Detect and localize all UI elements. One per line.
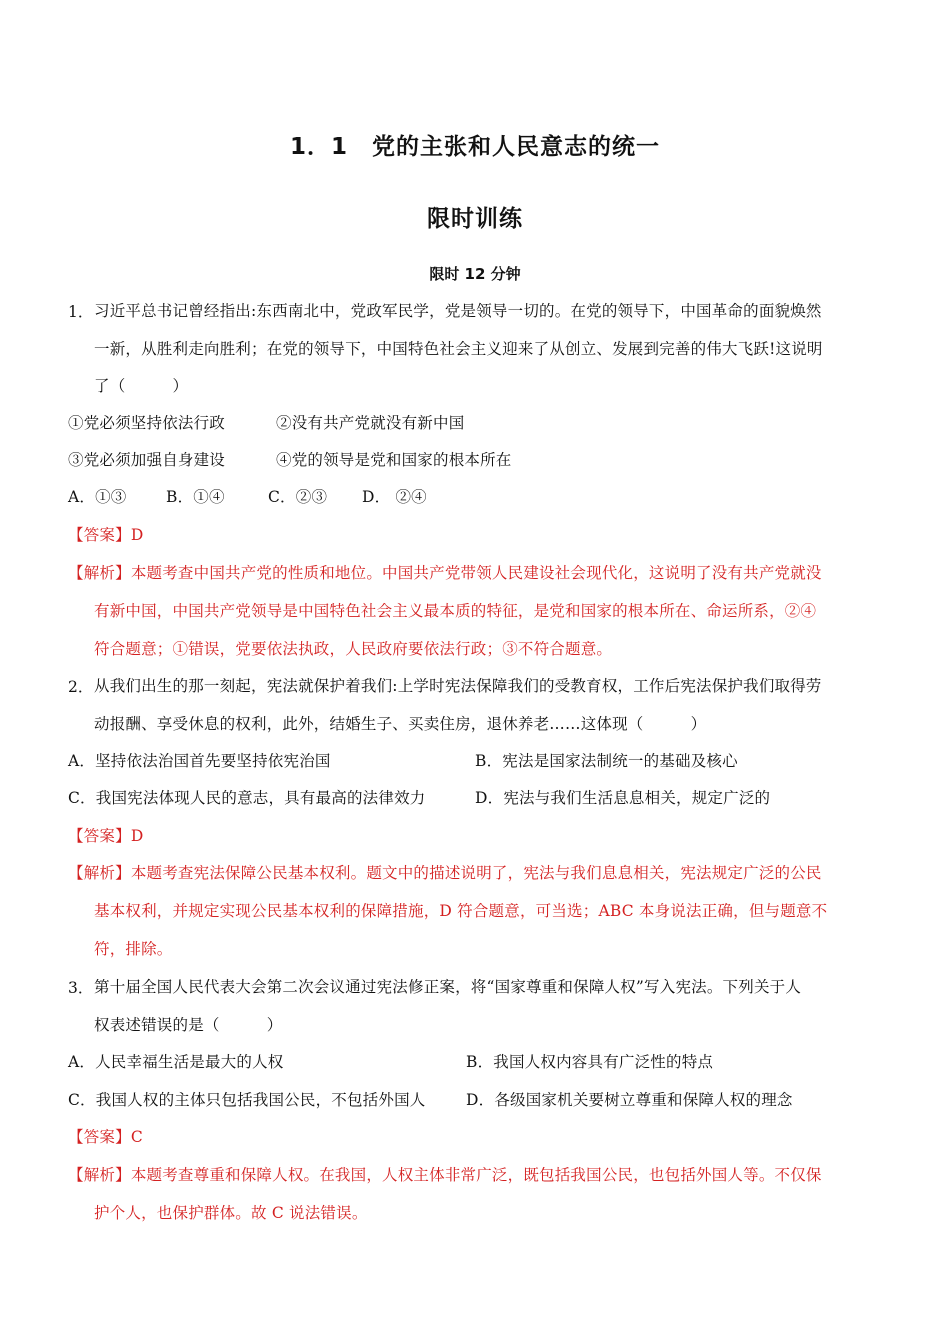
option-text: 我国人权内容具有广泛性的特点 (493, 1053, 714, 1071)
q3-stem-line: 第十届全国人民代表大会第二次会议通过宪法修正案，将“国家尊重和保障人权”写入宪法。下列关于人 (94, 978, 802, 996)
q3-analysis (68, 1164, 822, 1186)
option-text: 各级国家机关要树立尊重和保障人权的理念 (494, 1091, 793, 1109)
q1-option-a: A．①③ (68, 488, 127, 506)
option-text: 我国人权的主体只包括我国公民，不包括外国人 (95, 1091, 426, 1109)
analysis-line: 本题考查中国共产党的性质和地位。中国共产党带领人民建设社会现代化，这说明了没有共产党就没 (130, 564, 822, 582)
analysis-tag: 【解析】 (68, 864, 131, 882)
option-letter: C． (68, 1091, 96, 1109)
answer-tag: 【答案】 (68, 526, 131, 544)
analysis-line: 基本权利，并规定实现公民基本权利的保障措施，D 符合题意，可当选；ABC 本身说法正确，但与题意不 (94, 902, 828, 920)
answer-tag: 【答案】 (68, 827, 131, 845)
q2-stem-line: 从我们出生的那一刻起，宪法就保护着我们:上学时宪法保障我们的受教育权，工作后宪法保护我们取得劳 (94, 677, 822, 695)
q1-analysis (68, 562, 822, 584)
q1-answer (68, 524, 143, 546)
q1-stem-line: 了（ ） (94, 377, 189, 395)
analysis-tag: 【解析】 (68, 564, 131, 582)
q3-stem-line: 权表述错误的是（ ） (94, 1016, 283, 1034)
q1-option-d: D． ②④ (362, 488, 427, 506)
q1-item: ②没有共产党就没有新中国 (276, 414, 465, 432)
q2-option-a (68, 750, 331, 772)
option-text: 我国宪法体现人民的意志，具有最高的法律效力 (95, 789, 426, 807)
q2-answer (68, 825, 143, 847)
q2-stem-line: 动报酬、享受休息的权利，此外，结婚生子、买卖住房，退休养老……这体现（ ） (94, 715, 707, 733)
time-limit: 限时 12 分钟 (429, 265, 521, 283)
analysis-line: 符合题意；①错误，党要依法执政，人民政府要依法行政；③不符合题意。 (94, 640, 613, 658)
q3-option-b (466, 1051, 713, 1073)
answer-tag: 【答案】 (68, 1128, 131, 1146)
q1-item: ③党必须加强自身建设 (68, 451, 226, 469)
q3-option-a (68, 1051, 284, 1073)
q3-option-d (466, 1089, 793, 1111)
answer-value: C (130, 1128, 143, 1146)
q2-analysis (68, 862, 822, 884)
option-letter: A． (68, 752, 96, 770)
option-letter: D． (475, 789, 504, 807)
option-letter: A． (68, 1053, 96, 1071)
analysis-tag: 【解析】 (68, 1166, 131, 1184)
q2-option-c (68, 787, 425, 809)
analysis-line: 本题考查宪法保障公民基本权利。题文中的描述说明了，宪法与我们息息相关，宪法规定广泛的公民 (130, 864, 822, 882)
option-letter: B． (466, 1053, 494, 1071)
q2-option-b (475, 750, 738, 772)
page-subtitle: 限时训练 (427, 206, 523, 232)
answer-value: D (130, 827, 144, 845)
q2-number: 2． (68, 678, 94, 696)
analysis-line: 本题考查尊重和保障人权。在我国，人权主体非常广泛，既包括我国公民，也包括外国人等。不仅保 (130, 1166, 822, 1184)
option-text: 宪法与我们生活息息相关，规定广泛的 (503, 789, 771, 807)
option-letter: C． (68, 789, 96, 807)
q1-option-c: C．②③ (268, 488, 328, 506)
q1-item: ①党必须坚持依法行政 (68, 414, 226, 432)
option-text: 坚持依法治国首先要坚持依宪治国 (95, 752, 331, 770)
q2-option-d (475, 787, 770, 809)
q1-number: 1． (68, 303, 94, 321)
analysis-line: 符，排除。 (94, 940, 173, 958)
option-letter: D． (466, 1091, 495, 1109)
q1-item: ④党的领导是党和国家的根本所在 (276, 451, 512, 469)
q3-answer (68, 1126, 143, 1148)
analysis-line: 有新中国，中国共产党领导是中国特色社会主义最本质的特征，是党和国家的根本所在、命运所系，②④ (94, 602, 817, 620)
q3-number: 3． (68, 979, 94, 997)
q1-option-b: B．①④ (166, 488, 225, 506)
option-letter: B． (475, 752, 503, 770)
q1-stem-line: 一新，从胜利走向胜利；在党的领导下，中国特色社会主义迎来了从创立、发展到完善的伟大飞跃!这说明 (94, 340, 823, 358)
answer-value: D (130, 526, 144, 544)
page-title: 1．1 党的主张和人民意志的统一 (289, 134, 660, 160)
analysis-line: 护个人，也保护群体。故 C 说法错误。 (94, 1204, 368, 1222)
option-text: 宪法是国家法制统一的基础及核心 (502, 752, 738, 770)
option-text: 人民幸福生活是最大的人权 (95, 1053, 284, 1071)
q1-stem-line: 习近平总书记曾经指出:东西南北中，党政军民学，党是领导一切的。在党的领导下，中国革命的面貌焕然 (94, 302, 822, 320)
q3-option-c (68, 1089, 425, 1111)
